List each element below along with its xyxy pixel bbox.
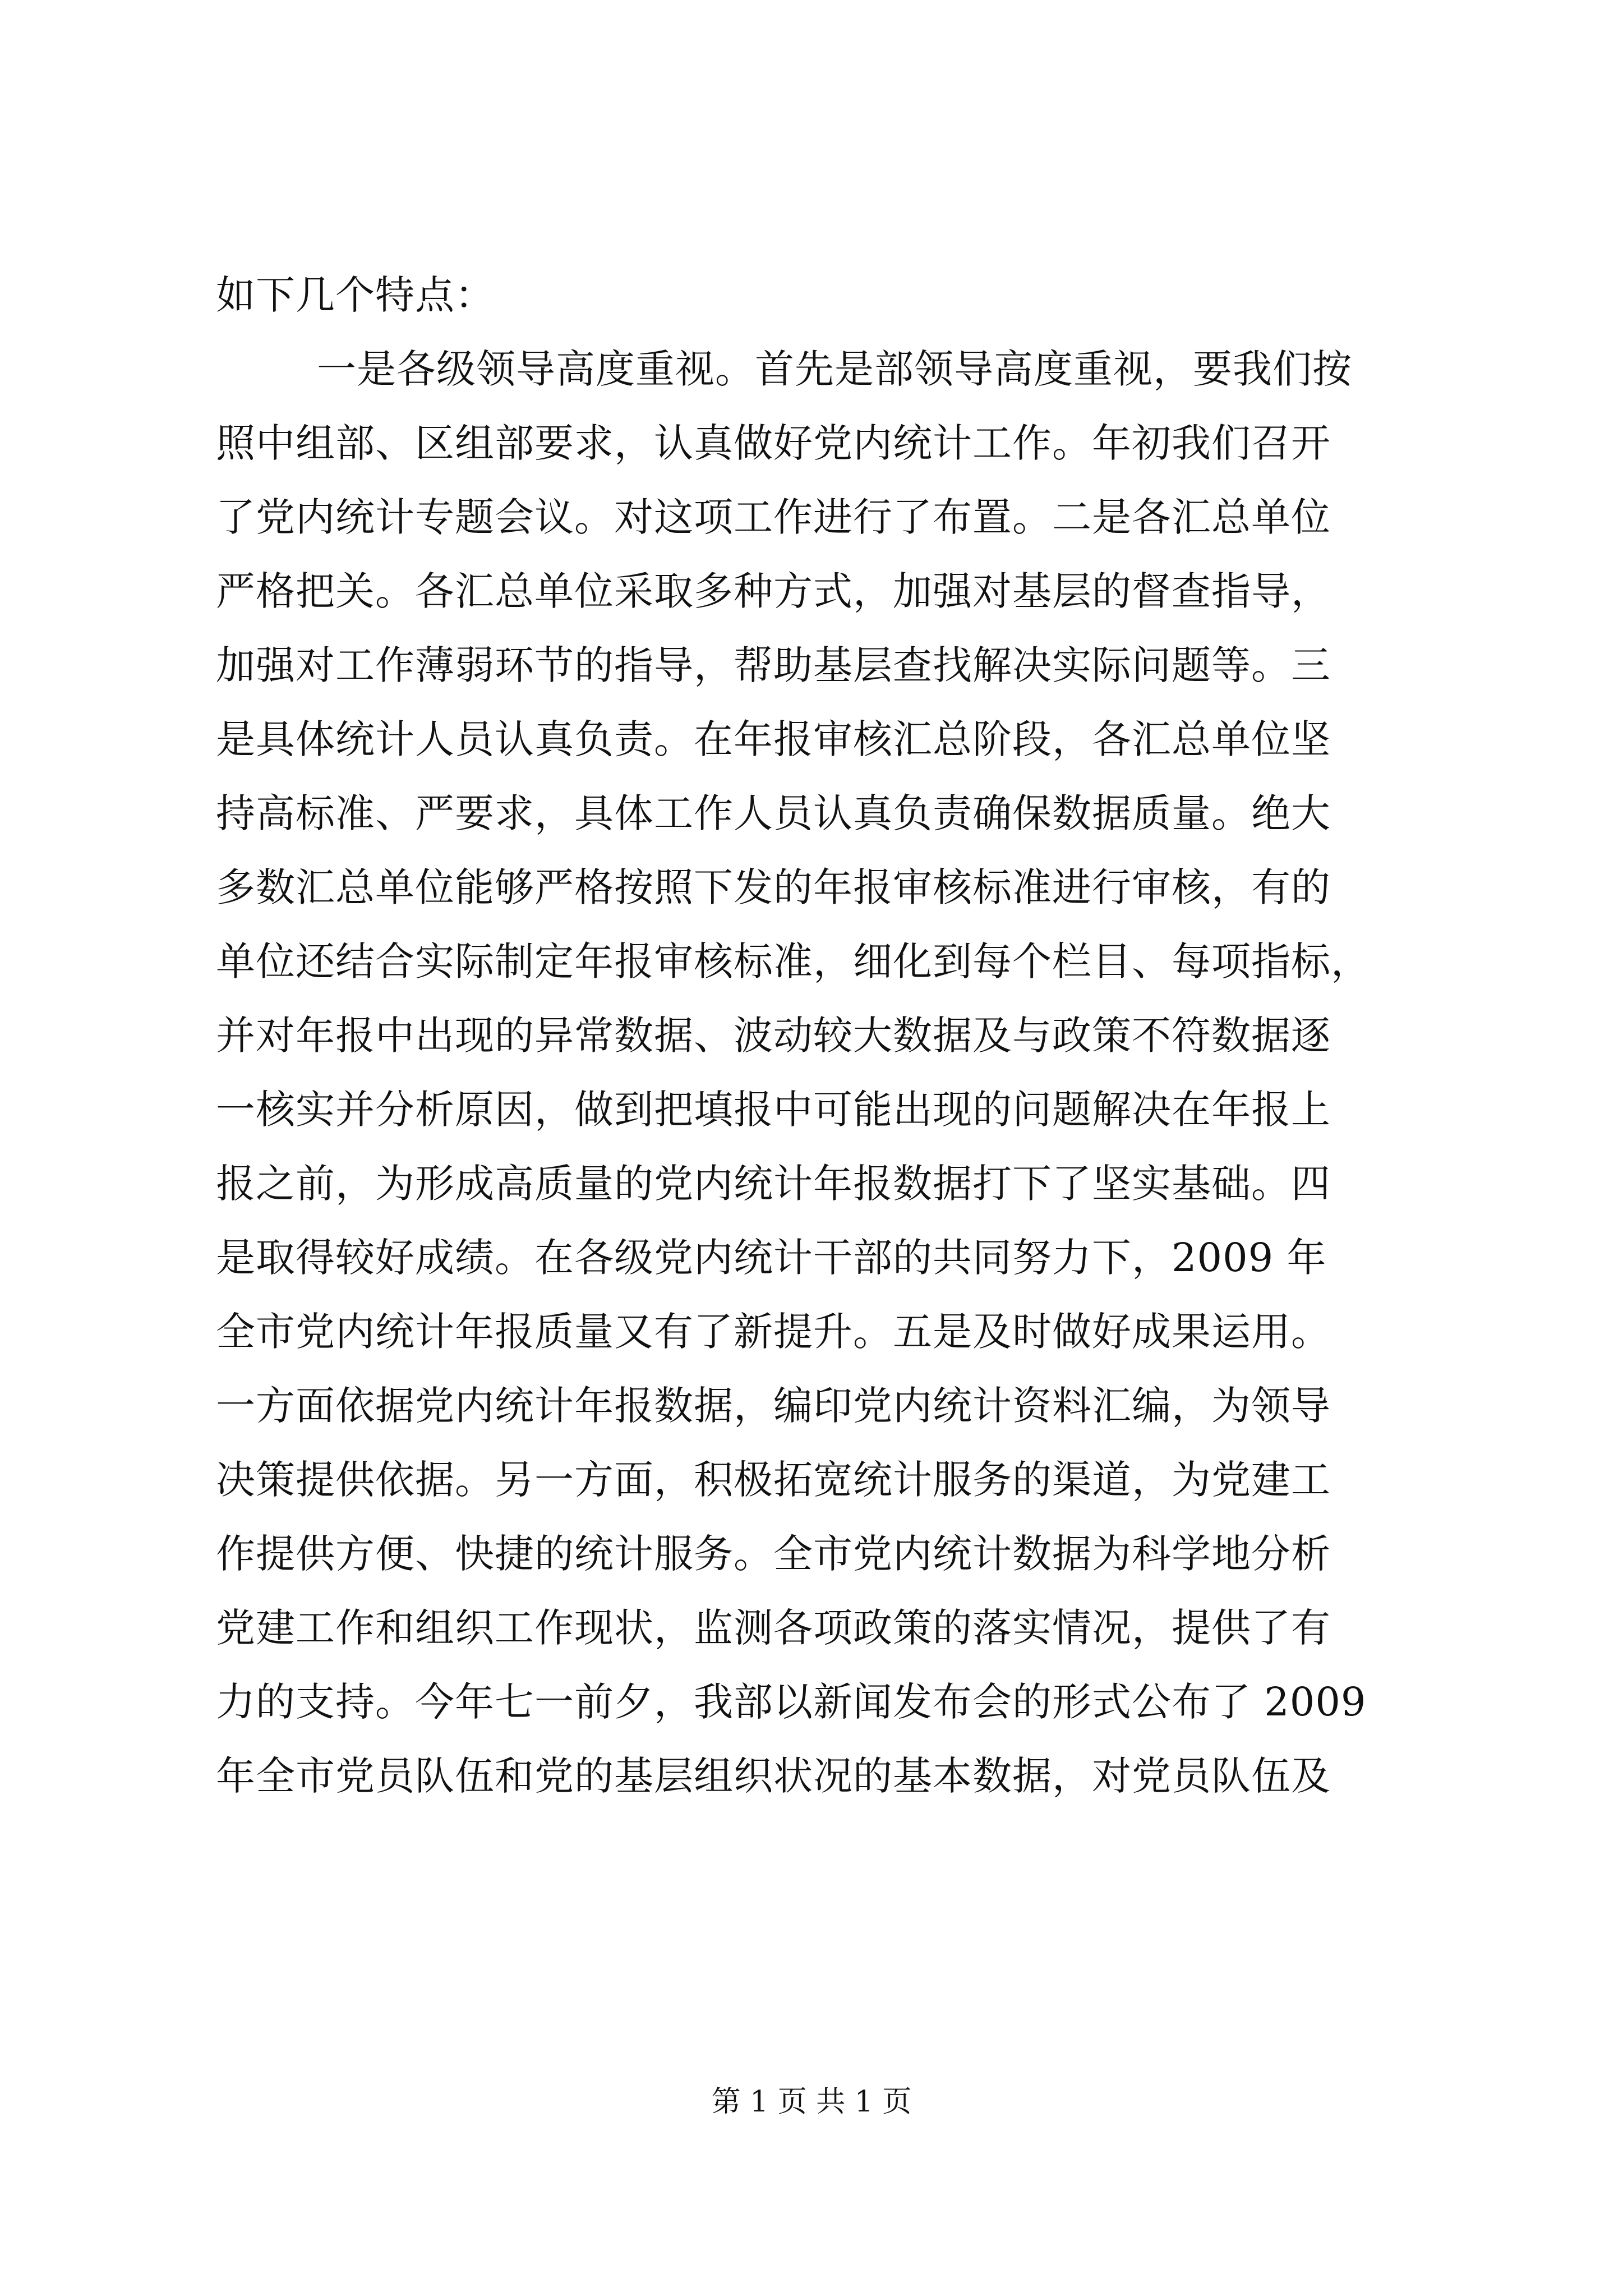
text-line: 照中组部、区组部要求，认真做好党内统计工作。年初我们召开 bbox=[216, 420, 1331, 466]
text-line: 并对年报中出现的异常数据、波动较大数据及与政策不符数据逐 bbox=[216, 1013, 1331, 1059]
text-line: 年全市党员队伍和党的基层组织状况的基本数据，对党员队伍及 bbox=[216, 1753, 1331, 1799]
text-line: 是具体统计人员认真负责。在年报审核汇总阶段，各汇总单位坚 bbox=[216, 716, 1331, 762]
text-line: 一核实并分析原因，做到把填报中可能出现的问题解决在年报上 bbox=[216, 1087, 1331, 1133]
text-line: 全市党内统计年报质量又有了新提升。五是及时做好成果运用。 bbox=[216, 1309, 1331, 1355]
text-line: 作提供方便、快捷的统计服务。全市党内统计数据为科学地分析 bbox=[216, 1531, 1331, 1577]
text-line: 党建工作和组织工作现状，监测各项政策的落实情况，提供了有 bbox=[216, 1605, 1331, 1651]
text-line: 持高标准、严要求，具体工作人员认真负责确保数据质量。绝大 bbox=[216, 790, 1331, 836]
page-footer: 第 1 页 共 1 页 bbox=[711, 2085, 912, 2119]
text-line: 了党内统计专题会议。对这项工作进行了布置。二是各汇总单位 bbox=[216, 494, 1331, 540]
text-line: 多数汇总单位能够严格按照下发的年报审核标准进行审核，有的 bbox=[216, 864, 1331, 910]
paragraph-first-line: 一是各级领导高度重视。首先是部领导高度重视，要我们按 bbox=[317, 346, 1352, 392]
text-line: 加强对工作薄弱环节的指导，帮助基层查找解决实际问题等。三 bbox=[216, 642, 1331, 688]
text-line: 是取得较好成绩。在各级党内统计干部的共同努力下，2009 年 bbox=[216, 1235, 1327, 1281]
text-line: 力的支持。今年七一前夕，我部以新闻发布会的形式公布了 2009 bbox=[216, 1679, 1367, 1725]
text-line: 如下几个特点： bbox=[216, 272, 495, 318]
text-line: 单位还结合实际制定年报审核标准，细化到每个栏目、每项指标， bbox=[216, 938, 1371, 984]
text-line: 一方面依据党内统计年报数据，编印党内统计资料汇编，为领导 bbox=[216, 1383, 1331, 1429]
body-text bbox=[216, 258, 1416, 1813]
text-line: 报之前，为形成高质量的党内统计年报数据打下了坚实基础。四 bbox=[216, 1161, 1331, 1207]
text-line: 决策提供依据。另一方面，积极拓宽统计服务的渠道，为党建工 bbox=[216, 1457, 1331, 1503]
text-line: 严格把关。各汇总单位采取多种方式，加强对基层的督查指导， bbox=[216, 568, 1331, 614]
